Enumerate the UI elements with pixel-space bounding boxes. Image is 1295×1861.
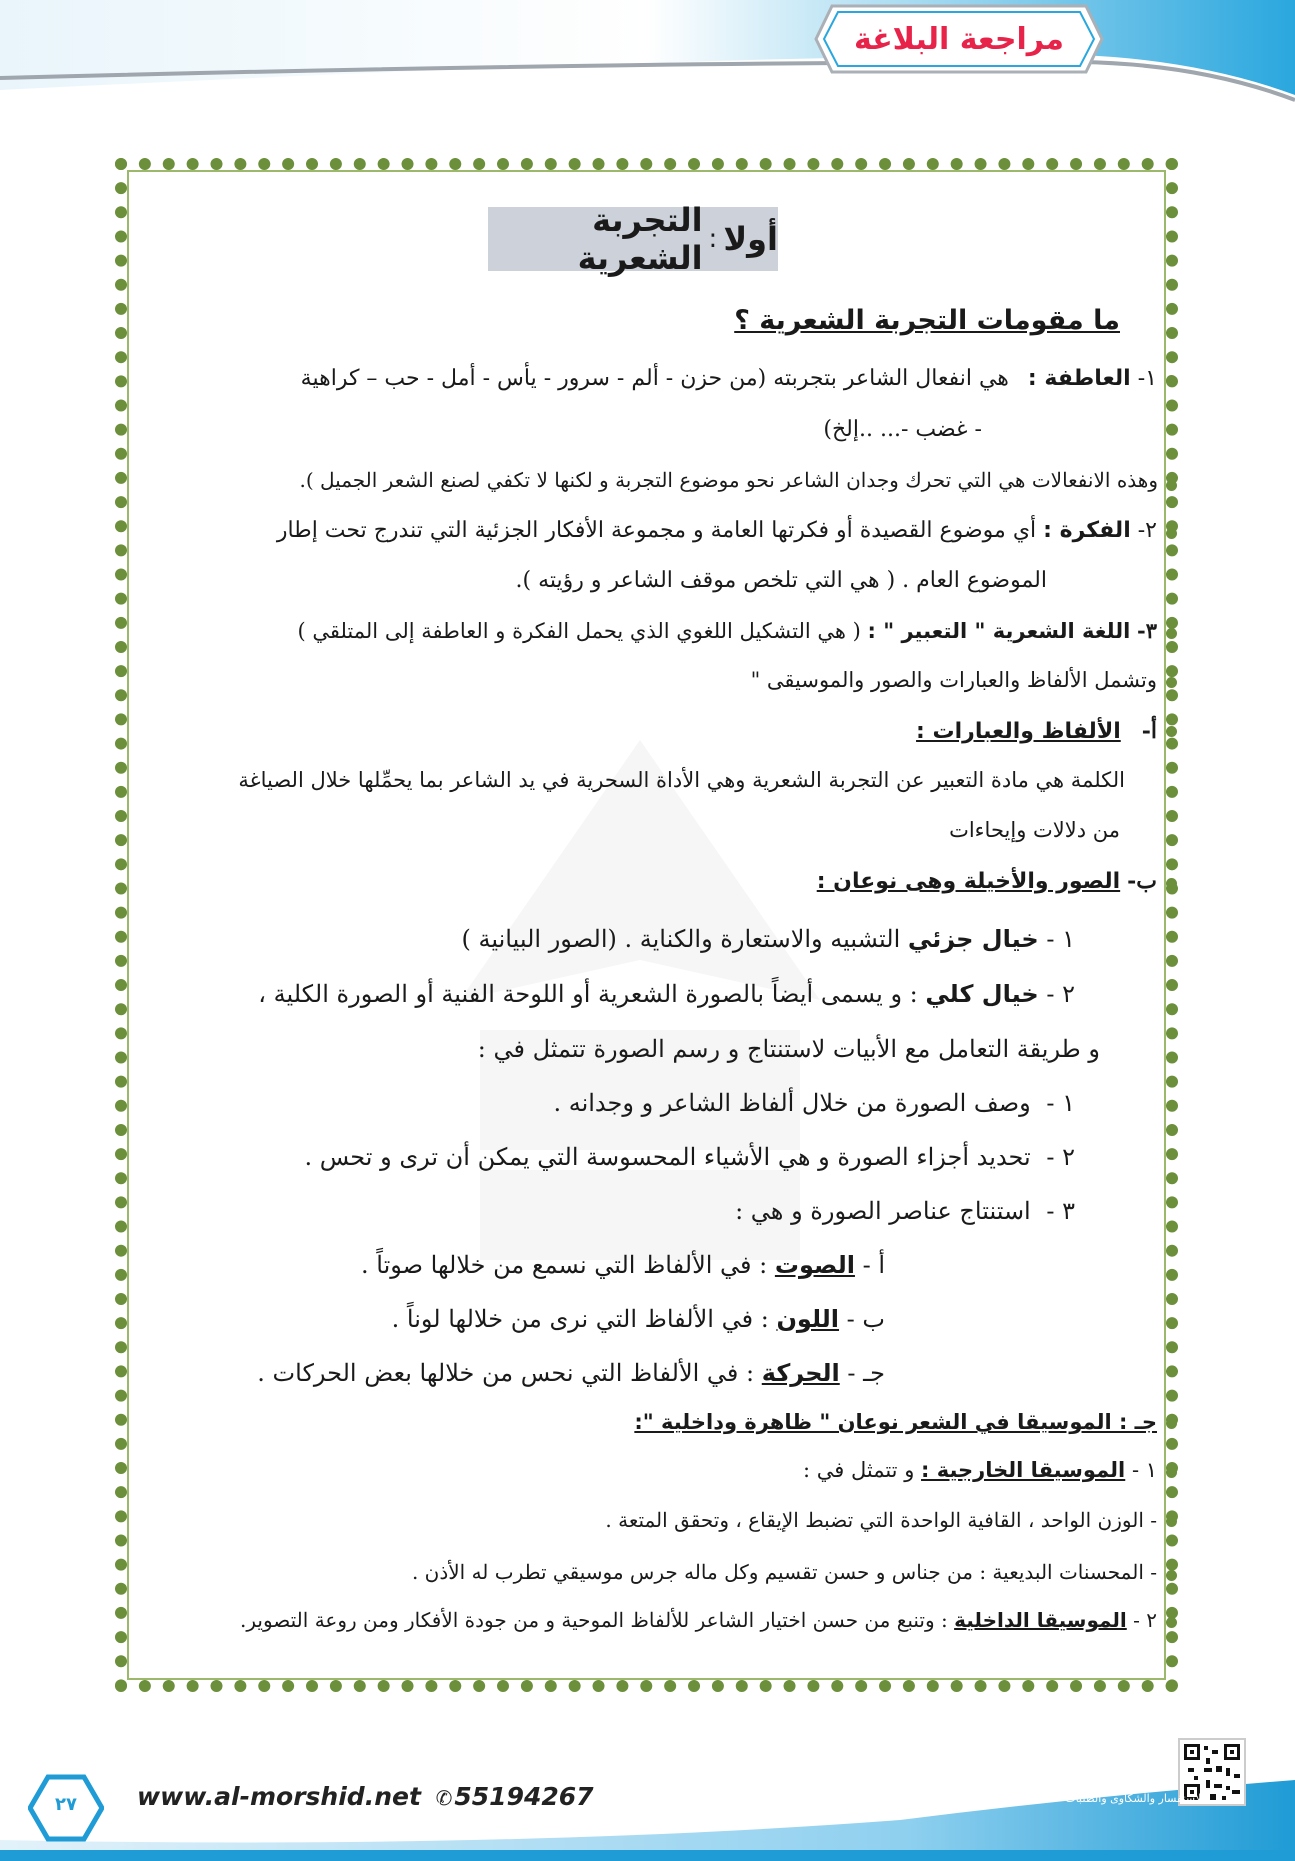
line-step-3: ٣ - استنتاج عناصر الصورة و هي : (735, 1197, 1075, 1225)
bullet-dot (1166, 1467, 1177, 1478)
subheading-words: أ- الألفاظ والعبارات : (916, 718, 1157, 744)
phone-number: 55194267 (454, 1782, 594, 1811)
term-language: اللغة الشعرية " التعبير " : (867, 619, 1131, 643)
line-internal-music: ٢ - الموسيقا الداخلية : وتنبع من حسن اختيار الشاعر للألفاظ الموحية و من جودة الأفكار ومن روعة التصوير. (240, 1608, 1157, 1632)
qr-caption: للاستفسار والشكاوى والطلبات (1065, 1792, 1205, 1805)
bullet-dot (1166, 1418, 1177, 1429)
bullet-dot (1166, 628, 1177, 639)
phone-icon: ✆ (435, 1786, 453, 1810)
bullet-dot (1166, 375, 1177, 386)
line-emotion: ١- العاطفة : هي انفعال الشاعر بتجربته (من حزن - ألم - سرور - يأس - أمل - حب – كراهية (300, 366, 1157, 391)
bullet-dot (1166, 1617, 1177, 1628)
section-title (488, 201, 778, 277)
line-rhetoric: - المحسنات البديعية : من جناس و حسن تقسيم وكل ماله جرس موسيقي تطرب له الأذن . (411, 1560, 1157, 1584)
bullet-dot (1166, 528, 1177, 539)
line-idea-cont: الموضوع العام . ( هي التي تلخص موقف الشاعر و رؤيته ). (515, 568, 1047, 593)
header-tab-label: مراجعة البلاغة (854, 21, 1064, 57)
line-language: ٣- اللغة الشعرية " التعبير " : ( هي التشكيل اللغوي الذي يحمل الفكرة و العاطفة إلى المتلقي ) (297, 618, 1157, 643)
subheading-images: ب- الصور والأخيلة وهى نوعان : (816, 868, 1157, 894)
title-sep: : (708, 224, 718, 254)
line-color: ب - اللون : في الألفاظ التي نرى من خلالها لوناً . (391, 1305, 885, 1333)
line-emotion-cont: - غضب -... ..إلخ) (823, 417, 982, 442)
subheading-music: جـ : الموسيقا في الشعر نوعان " ظاهرة وداخلية ": (634, 1410, 1157, 1434)
title-main: التجربة الشعرية (577, 201, 703, 277)
line-words: الكلمة هي مادة التعبير عن التجربة الشعرية وهي الأداة السحرية في يد الشاعر بما يحمِّلها خلال الصياغة (238, 768, 1125, 792)
page-number: ٢٧ (55, 1794, 77, 1815)
line-partial-imagery: ١ - خيال جزئي التشبيه والاستعارة والكناية . (الصور البيانية ) (461, 925, 1075, 953)
line-external-music: ١ - الموسيقا الخارجية : و تتمثل في : (802, 1458, 1157, 1482)
line-step-2: ٢ - تحديد أجزاء الصورة و هي الأشياء المحسوسة التي يمكن أن ترى و تحس . (304, 1143, 1075, 1171)
question-heading: ما مقومات التجربة الشعرية ؟ (734, 305, 1120, 336)
title-prefix: أولا (723, 220, 778, 258)
line-step-1: ١ - وصف الصورة من خلال ألفاظ الشاعر و وجدانه . (553, 1089, 1075, 1117)
bullet-dot (1166, 1570, 1177, 1581)
term-emotion: العاطفة : (1027, 366, 1131, 391)
line-emotion-note: وهذه الانفعالات هي التي تحرك وجدان الشاعر نحو موضوع التجربة و لكنها لا تكفي لصنع الشعر الجميل ). (299, 468, 1158, 492)
bullet-dot (1166, 480, 1177, 491)
line-meter: - الوزن الواحد ، القافية الواحدة التي تضبط الإيقاع ، وتحقق المتعة . (605, 1508, 1157, 1532)
line-sound: أ - الصوت : في الألفاظ التي نسمع من خلالها صوتاً . (361, 1251, 885, 1279)
line-language-cont: وتشمل الألفاظ والعبارات والصور والموسيقى " (750, 668, 1157, 692)
line-idea: ٢- الفكرة : أي موضوع القصيدة أو فكرتها العامة و مجموعة الأفكار الجزئية التي تندرج تحت إطار (276, 518, 1157, 543)
bullet-dot (1166, 726, 1177, 737)
bullet-dot (1166, 878, 1177, 889)
line-words-cont: من دلالات وإيحاءات (949, 818, 1120, 842)
website-link[interactable]: www.al-morshid.net ✆55194267 (137, 1782, 594, 1811)
line-method: و طريقة التعامل مع الأبيات لاستنتاج و رسم الصورة تتمثل في : (477, 1035, 1100, 1063)
bullet-dot (1166, 677, 1177, 688)
term-words: الألفاظ والعبارات : (916, 719, 1121, 744)
term-images: الصور والأخيلة وهى نوعان : (816, 869, 1121, 894)
term-idea: الفكرة : (1043, 518, 1131, 543)
bullet-dot (1166, 1516, 1177, 1527)
line-total-imagery: ٢ - خيال كلي : و يسمى أيضاً بالصورة الشعرية أو اللوحة الفنية أو الصورة الكلية ، (258, 980, 1075, 1008)
line-motion: جـ - الحركة : في الألفاظ التي نحس من خلالها بعض الحركات . (257, 1359, 885, 1387)
